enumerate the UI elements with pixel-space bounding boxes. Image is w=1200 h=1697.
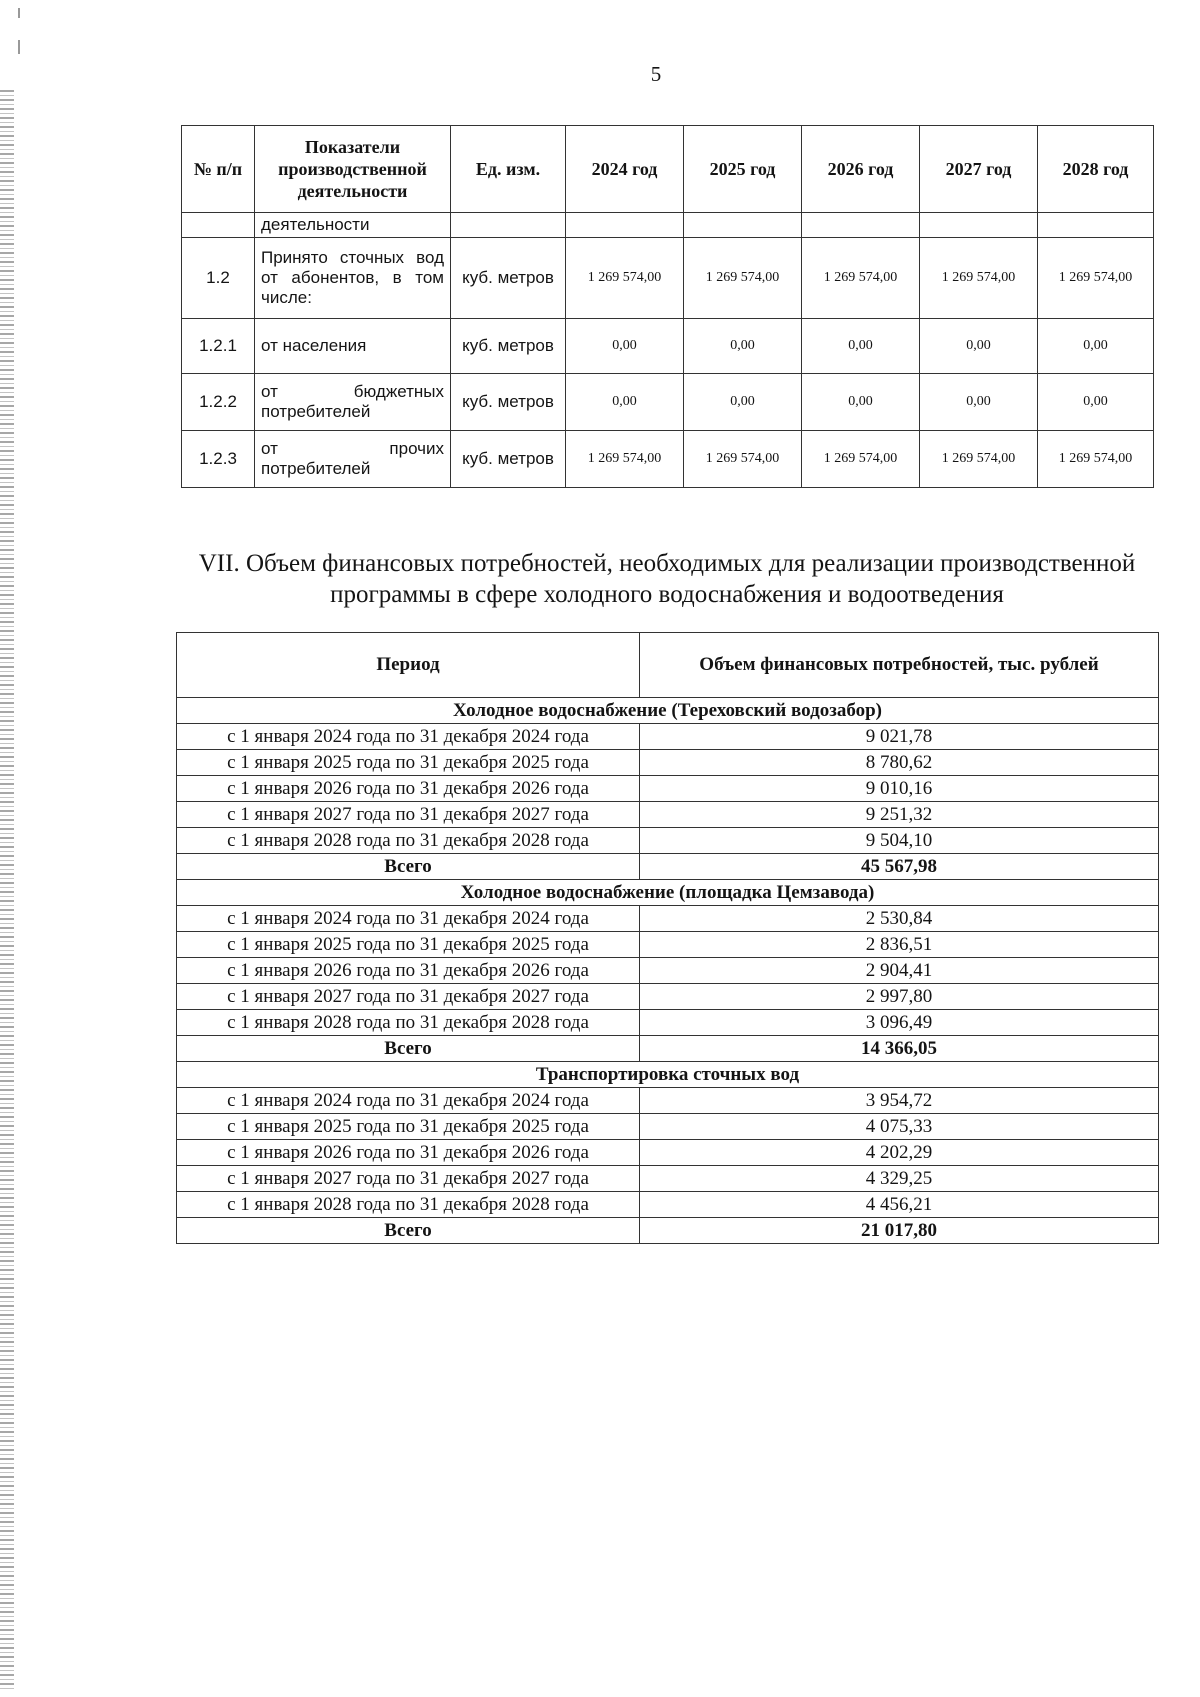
header-year: 2025 год [684, 126, 802, 213]
table-row [177, 776, 1159, 802]
total-value: 21 017,80 [640, 1218, 1159, 1244]
table-row [177, 724, 1159, 750]
period-cell: с 1 января 2025 года по 31 декабря 2025 года [177, 1114, 640, 1140]
row-num: 1.2 [182, 238, 255, 319]
group-row [177, 1062, 1159, 1088]
total-label: Всего [177, 854, 640, 880]
header-num: № п/п [182, 126, 255, 213]
period-cell: с 1 января 2025 года по 31 декабря 2025 года [177, 932, 640, 958]
row-num: 1.2.1 [182, 319, 255, 374]
row-value: 0,00 [1038, 374, 1154, 431]
header-year: 2028 год [1038, 126, 1154, 213]
value-cell: 9 504,10 [640, 828, 1159, 854]
row-value: 0,00 [802, 319, 920, 374]
group-title: Холодное водоснабжение (площадка Цемзавода) [177, 880, 1159, 906]
period-cell: с 1 января 2024 года по 31 декабря 2024 года [177, 1088, 640, 1114]
table-header-row [182, 126, 1154, 213]
table-row [177, 1010, 1159, 1036]
table-row [182, 431, 1154, 488]
row-value: 1 269 574,00 [920, 431, 1038, 488]
row-value: 1 269 574,00 [566, 238, 684, 319]
header-volume: Объем финансовых потребностей, тыс. рублей [640, 633, 1159, 698]
value-cell: 3 096,49 [640, 1010, 1159, 1036]
row-unit: куб. метров [451, 374, 566, 431]
period-cell: с 1 января 2026 года по 31 декабря 2026 года [177, 1140, 640, 1166]
table-row [177, 984, 1159, 1010]
row-label: от бюджетных потребителей [255, 374, 451, 431]
total-row [177, 1036, 1159, 1062]
table-row [177, 932, 1159, 958]
period-cell: с 1 января 2028 года по 31 декабря 2028 года [177, 1010, 640, 1036]
row-value: 1 269 574,00 [802, 431, 920, 488]
period-cell: с 1 января 2028 года по 31 декабря 2028 года [177, 828, 640, 854]
scan-edge-artifact [0, 90, 14, 1690]
row-value: 0,00 [566, 319, 684, 374]
total-value: 45 567,98 [640, 854, 1159, 880]
table-row [177, 802, 1159, 828]
value-cell: 2 836,51 [640, 932, 1159, 958]
period-cell: с 1 января 2026 года по 31 декабря 2026 года [177, 776, 640, 802]
continuation-text: деятельности [255, 213, 451, 238]
value-cell: 2 997,80 [640, 984, 1159, 1010]
table-header-row [177, 633, 1159, 698]
table-row [182, 374, 1154, 431]
row-label: Принято сточных вод от абонентов, в том числе: [255, 238, 451, 319]
table-row [182, 238, 1154, 319]
table-row [177, 958, 1159, 984]
group-title: Холодное водоснабжение (Тереховский водозабор) [177, 698, 1159, 724]
value-cell: 4 202,29 [640, 1140, 1159, 1166]
value-cell: 8 780,62 [640, 750, 1159, 776]
value-cell: 4 456,21 [640, 1192, 1159, 1218]
row-value: 1 269 574,00 [1038, 431, 1154, 488]
total-row [177, 854, 1159, 880]
period-cell: с 1 января 2027 года по 31 декабря 2027 года [177, 1166, 640, 1192]
row-value: 0,00 [1038, 319, 1154, 374]
total-row [177, 1218, 1159, 1244]
total-value: 14 366,05 [640, 1036, 1159, 1062]
row-value: 1 269 574,00 [920, 238, 1038, 319]
value-cell: 2 904,41 [640, 958, 1159, 984]
header-unit: Ед. изм. [451, 126, 566, 213]
period-cell: с 1 января 2025 года по 31 декабря 2025 года [177, 750, 640, 776]
table-row [177, 906, 1159, 932]
value-cell: 4 075,33 [640, 1114, 1159, 1140]
value-cell: 9 010,16 [640, 776, 1159, 802]
table-row [182, 319, 1154, 374]
row-value: 0,00 [566, 374, 684, 431]
table-row [177, 1192, 1159, 1218]
header-year: 2026 год [802, 126, 920, 213]
value-cell: 9 021,78 [640, 724, 1159, 750]
row-value: 0,00 [684, 374, 802, 431]
row-value: 1 269 574,00 [684, 431, 802, 488]
table-row [182, 213, 1154, 238]
period-cell: с 1 января 2024 года по 31 декабря 2024 года [177, 906, 640, 932]
row-value: 0,00 [684, 319, 802, 374]
value-cell: 2 530,84 [640, 906, 1159, 932]
period-cell: с 1 января 2026 года по 31 декабря 2026 года [177, 958, 640, 984]
row-value: 0,00 [920, 374, 1038, 431]
group-row [177, 698, 1159, 724]
row-value: 1 269 574,00 [684, 238, 802, 319]
row-value: 0,00 [802, 374, 920, 431]
group-row [177, 880, 1159, 906]
section-title: VII. Объем финансовых потребностей, необходимых для реализации производственной программы в сфере холодного водоснабжения и водоотведения [198, 550, 1136, 608]
scan-mark [18, 40, 20, 54]
group-title: Транспортировка сточных вод [177, 1062, 1159, 1088]
table-row [177, 1088, 1159, 1114]
total-label: Всего [177, 1218, 640, 1244]
row-label: от населения [255, 319, 451, 374]
row-value: 0,00 [920, 319, 1038, 374]
row-value: 1 269 574,00 [566, 431, 684, 488]
value-cell: 3 954,72 [640, 1088, 1159, 1114]
scan-mark [18, 8, 20, 18]
row-unit: куб. метров [451, 431, 566, 488]
row-value: 1 269 574,00 [1038, 238, 1154, 319]
total-label: Всего [177, 1036, 640, 1062]
table-row [177, 1166, 1159, 1192]
table-row [177, 750, 1159, 776]
row-label: от прочих потребителей [255, 431, 451, 488]
period-cell: с 1 января 2027 года по 31 декабря 2027 года [177, 984, 640, 1010]
table-row [177, 828, 1159, 854]
period-cell: с 1 января 2028 года по 31 декабря 2028 года [177, 1192, 640, 1218]
value-cell: 4 329,25 [640, 1166, 1159, 1192]
financial-needs-table [176, 632, 1159, 1244]
value-cell: 9 251,32 [640, 802, 1159, 828]
header-period: Период [177, 633, 640, 698]
header-year: 2024 год [566, 126, 684, 213]
period-cell: с 1 января 2024 года по 31 декабря 2024 года [177, 724, 640, 750]
row-unit: куб. метров [451, 319, 566, 374]
page-number: 5 [650, 62, 662, 86]
row-num: 1.2.3 [182, 431, 255, 488]
row-num: 1.2.2 [182, 374, 255, 431]
period-cell: с 1 января 2027 года по 31 декабря 2027 года [177, 802, 640, 828]
row-unit: куб. метров [451, 238, 566, 319]
header-year: 2027 год [920, 126, 1038, 213]
header-indicator: Показатели производственной деятельности [255, 126, 451, 213]
row-value: 1 269 574,00 [802, 238, 920, 319]
production-indicators-table [181, 125, 1154, 488]
table-row [177, 1140, 1159, 1166]
table-row [177, 1114, 1159, 1140]
financial-needs-body [177, 698, 1159, 1244]
